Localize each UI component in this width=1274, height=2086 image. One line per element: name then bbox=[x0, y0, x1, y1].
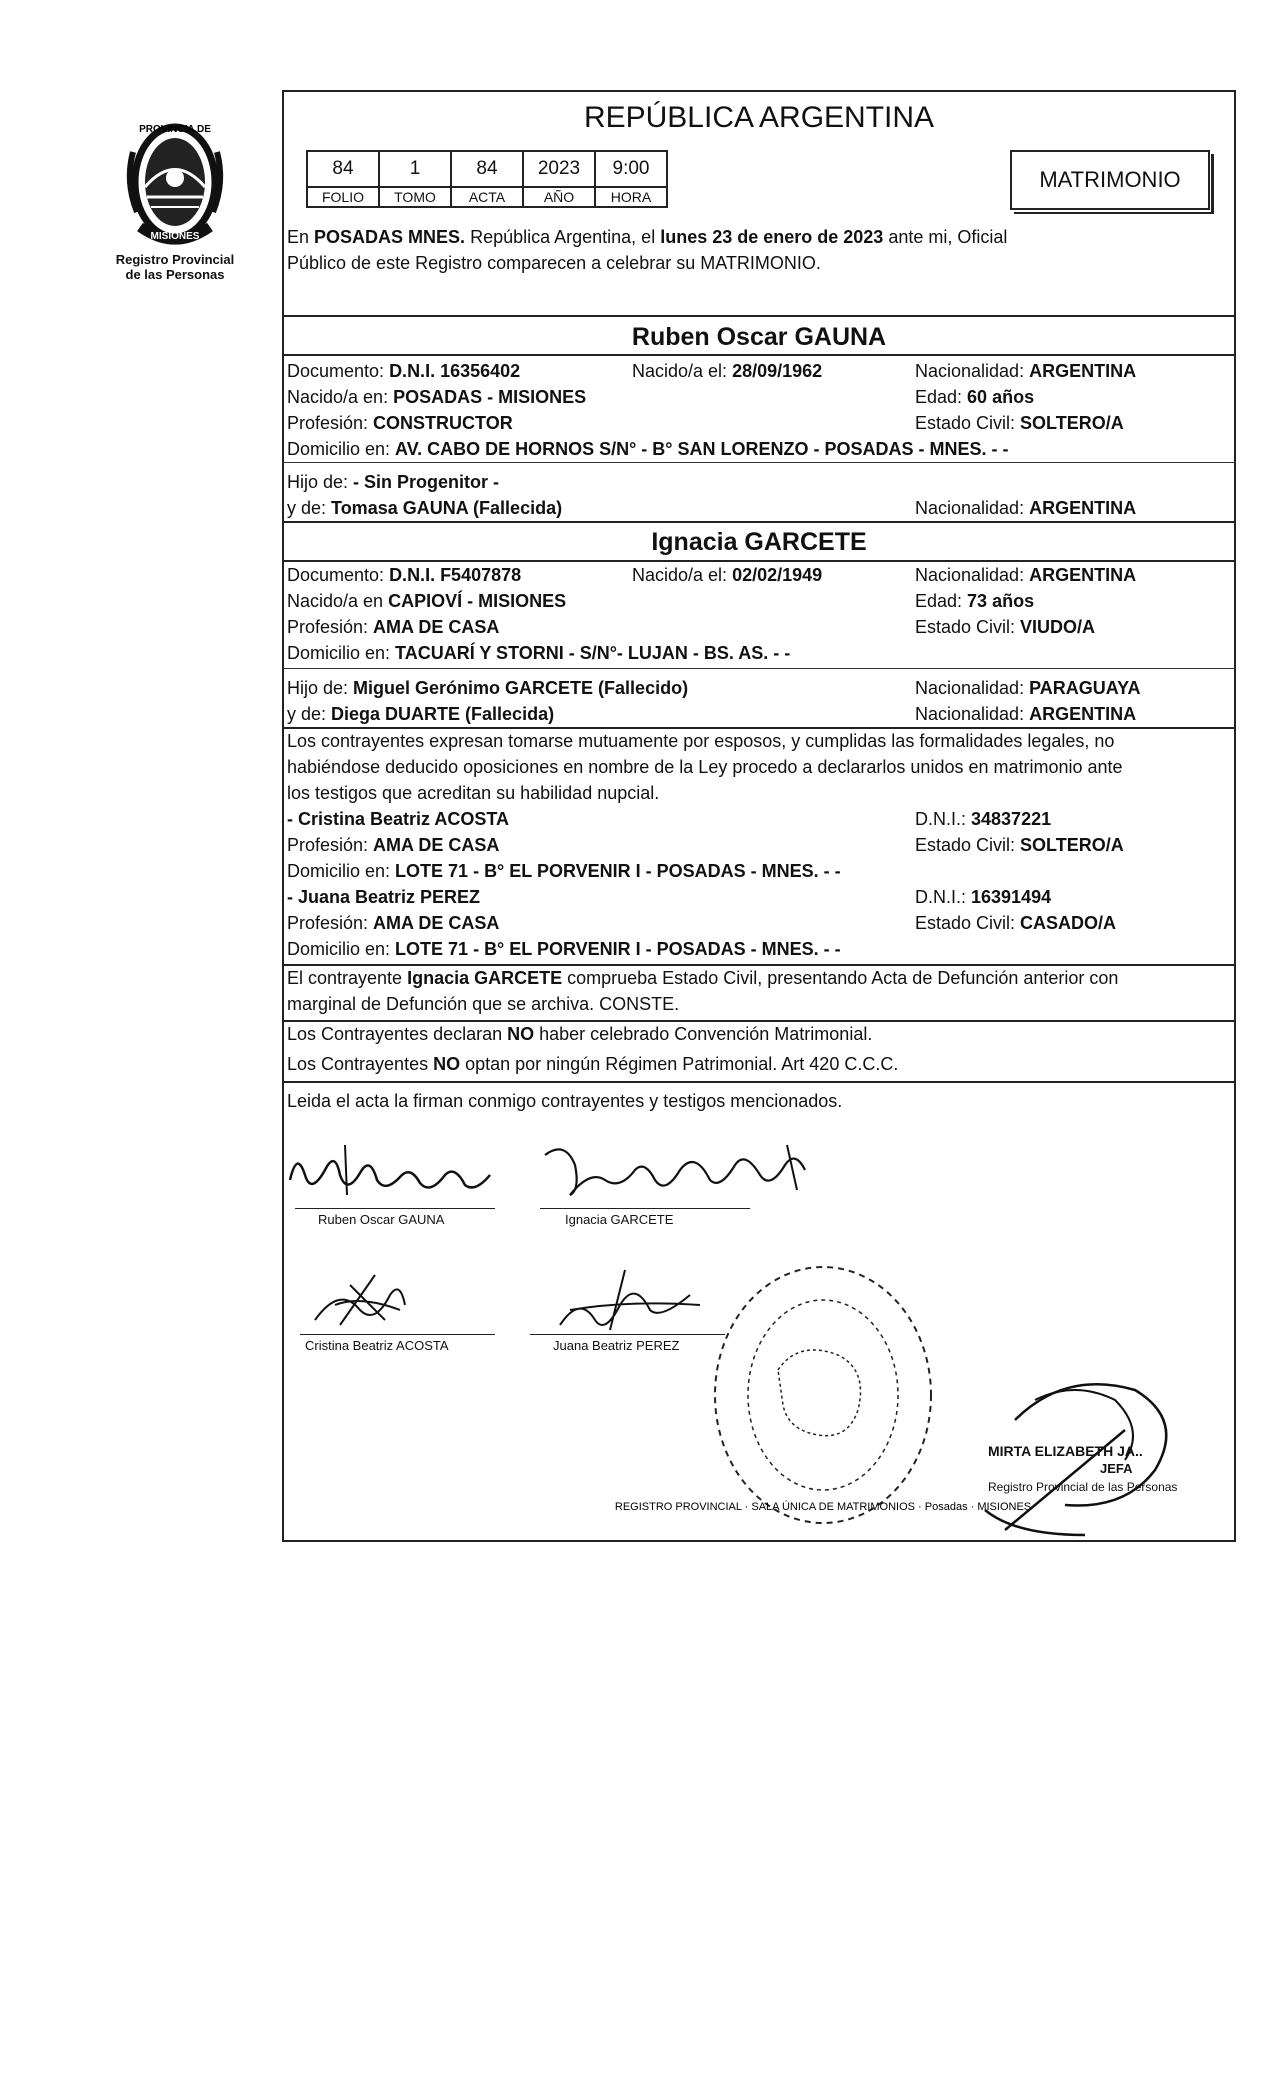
intro-city: POSADAS MNES. bbox=[314, 227, 466, 247]
witness2-profession: Profesión: AMA DE CASA bbox=[287, 913, 500, 933]
signature-line bbox=[295, 1208, 495, 1209]
groom-nationality: Nacionalidad: ARGENTINA bbox=[915, 361, 1137, 381]
registry-logo bbox=[100, 112, 250, 292]
tomo-label: TOMO bbox=[379, 187, 451, 207]
bride-birthdate: Nacido/a el: 02/02/1949 bbox=[632, 565, 823, 585]
bride-nationality: Nacionalidad: ARGENTINA bbox=[915, 565, 1137, 585]
bride-document: Documento: D.N.I. F5407878 bbox=[287, 565, 522, 585]
note-civil-status-line-2: marginal de Defunción que se archiva. CONSTE. bbox=[287, 994, 680, 1014]
misiones-coat-of-arms-icon bbox=[115, 112, 235, 252]
witness2-dni: D.N.I.: 16391494 bbox=[915, 887, 1052, 907]
bride-profession: Profesión: AMA DE CASA bbox=[287, 617, 500, 637]
official-office: Registro Provincial de las Personas bbox=[988, 1480, 1178, 1494]
logo-arc-top: PROVINCIA DE bbox=[139, 124, 211, 135]
groom-birthplace: Nacido/a en: POSADAS - MISIONES bbox=[287, 387, 587, 407]
declaration-line-1: Los contrayentes expresan tomarse mutuamente por esposos, y cumplidas las formalidades legales, no bbox=[287, 731, 1115, 751]
intro-line-1 bbox=[287, 226, 1227, 249]
logo-caption-1: Registro Provincial bbox=[115, 252, 235, 267]
groom-civil-status: Estado Civil: SOLTERO/A bbox=[915, 413, 1124, 433]
page-title: REPÚBLICA ARGENTINA bbox=[583, 101, 935, 134]
registry-table bbox=[306, 150, 668, 208]
signature-caption-witness1: Cristina Beatriz ACOSTA bbox=[305, 1338, 449, 1353]
tomo-value: 1 bbox=[379, 151, 451, 187]
divider bbox=[282, 560, 1236, 562]
bride-age: Edad: 73 años bbox=[915, 591, 1035, 611]
official-name: MIRTA ELIZABETH JA.. bbox=[988, 1443, 1143, 1459]
declaration-line-2: habiéndose deducido oposiciones en nombre de la Ley procedo a declararlos unidos en matrimonio ante bbox=[287, 757, 1123, 777]
note-civil-status-line-1: El contrayente Ignacia GARCETE comprueba Estado Civil, presentando Acta de Defunción anterior con bbox=[287, 968, 1119, 988]
groom-address: Domicilio en: AV. CABO DE HORNOS S/N° - B° SAN LORENZO - POSADAS - MNES. - - bbox=[287, 439, 1009, 459]
groom-document: Documento: D.N.I. 16356402 bbox=[287, 361, 521, 381]
logo-arc-bottom: MISIONES bbox=[150, 231, 200, 242]
stamp-text: REGISTRO PROVINCIAL · SALA ÚNICA DE MATRIMONIOS · Posadas · MISIONES bbox=[614, 1501, 1032, 1513]
signature-line bbox=[540, 1208, 750, 1209]
type-box: MATRIMONIO bbox=[1010, 150, 1210, 210]
groom-mother-nationality: Nacionalidad: ARGENTINA bbox=[915, 498, 1137, 518]
divider bbox=[282, 462, 1236, 463]
divider bbox=[282, 1081, 1236, 1083]
intro-text: ante mi, Oficial bbox=[883, 227, 1008, 247]
hora-label: HORA bbox=[595, 187, 667, 207]
divider bbox=[282, 521, 1236, 523]
groom-father: Hijo de: - Sin Progenitor - bbox=[287, 472, 500, 492]
divider bbox=[282, 1020, 1236, 1022]
groom-name: Ruben Oscar GAUNA bbox=[631, 323, 887, 351]
official-role: JEFA bbox=[1100, 1461, 1133, 1476]
intro-text: República Argentina, el bbox=[465, 227, 661, 247]
divider bbox=[282, 354, 1236, 356]
divider bbox=[282, 668, 1236, 669]
bride-signature-icon bbox=[535, 1135, 835, 1215]
acta-value: 84 bbox=[451, 151, 523, 187]
witness1-signature-icon bbox=[300, 1265, 420, 1340]
bride-father: Hijo de: Miguel Gerónimo GARCETE (Fallecido) bbox=[287, 678, 689, 698]
groom-birthdate: Nacido/a el: 28/09/1962 bbox=[632, 361, 823, 381]
witness1-civil-status: Estado Civil: SOLTERO/A bbox=[915, 835, 1124, 855]
signature-line bbox=[300, 1334, 495, 1335]
bride-mother-nationality: Nacionalidad: ARGENTINA bbox=[915, 704, 1137, 724]
witness2-signature-icon bbox=[540, 1265, 720, 1340]
witness1-address: Domicilio en: LOTE 71 - B° EL PORVENIR I - POSADAS - MNES. - - bbox=[287, 861, 841, 881]
declaration-line-3: los testigos que acreditan su habilidad nupcial. bbox=[287, 783, 660, 803]
logo-caption-2: de las Personas bbox=[125, 267, 225, 282]
bride-civil-status: Estado Civil: VIUDO/A bbox=[915, 617, 1096, 637]
folio-label: FOLIO bbox=[307, 187, 379, 207]
anio-value: 2023 bbox=[523, 151, 595, 187]
hora-value: 9:00 bbox=[595, 151, 667, 187]
note-convention: Los Contrayentes declaran NO haber celebrado Convención Matrimonial. bbox=[287, 1024, 873, 1044]
divider bbox=[282, 964, 1236, 966]
groom-age: Edad: 60 años bbox=[915, 387, 1035, 407]
witness1-dni: D.N.I.: 34837221 bbox=[915, 809, 1052, 829]
acta-label: ACTA bbox=[451, 187, 523, 207]
groom-signature-icon bbox=[285, 1135, 515, 1215]
signature-caption-witness2: Juana Beatriz PEREZ bbox=[553, 1338, 680, 1353]
intro-date: lunes 23 de enero de 2023 bbox=[660, 227, 884, 247]
signature-line bbox=[530, 1334, 725, 1335]
witness2-address: Domicilio en: LOTE 71 - B° EL PORVENIR I - POSADAS - MNES. - - bbox=[287, 939, 841, 959]
divider bbox=[282, 727, 1236, 729]
bride-mother: y de: Diega DUARTE (Fallecida) bbox=[287, 704, 555, 724]
divider bbox=[282, 315, 1236, 317]
witness1-profession: Profesión: AMA DE CASA bbox=[287, 835, 500, 855]
bride-name: Ignacia GARCETE bbox=[651, 528, 867, 556]
note-signing: Leida el acta la firman conmigo contrayentes y testigos mencionados. bbox=[287, 1091, 843, 1111]
bride-address: Domicilio en: TACUARÍ Y STORNI - S/N°- LUJAN - BS. AS. - - bbox=[287, 643, 791, 663]
note-regime: Los Contrayentes NO optan por ningún Régimen Patrimonial. Art 420 C.C.C. bbox=[287, 1054, 899, 1074]
anio-label: AÑO bbox=[523, 187, 595, 207]
groom-mother: y de: Tomasa GAUNA (Fallecida) bbox=[287, 498, 563, 518]
intro-text: En bbox=[287, 227, 315, 247]
witness1-name: - Cristina Beatriz ACOSTA bbox=[287, 809, 510, 829]
signature-caption-groom: Ruben Oscar GAUNA bbox=[318, 1212, 445, 1227]
groom-profession: Profesión: CONSTRUCTOR bbox=[287, 413, 513, 433]
bride-birthplace: Nacido/a en CAPIOVÍ - MISIONES bbox=[287, 591, 567, 611]
witness2-name: - Juana Beatriz PEREZ bbox=[287, 887, 481, 907]
witness2-civil-status: Estado Civil: CASADO/A bbox=[915, 913, 1117, 933]
intro-line-2: Público de este Registro comparecen a celebrar su MATRIMONIO. bbox=[287, 253, 821, 273]
signature-caption-bride: Ignacia GARCETE bbox=[565, 1212, 674, 1227]
bride-father-nationality: Nacionalidad: PARAGUAYA bbox=[915, 678, 1141, 698]
folio-value: 84 bbox=[307, 151, 379, 187]
